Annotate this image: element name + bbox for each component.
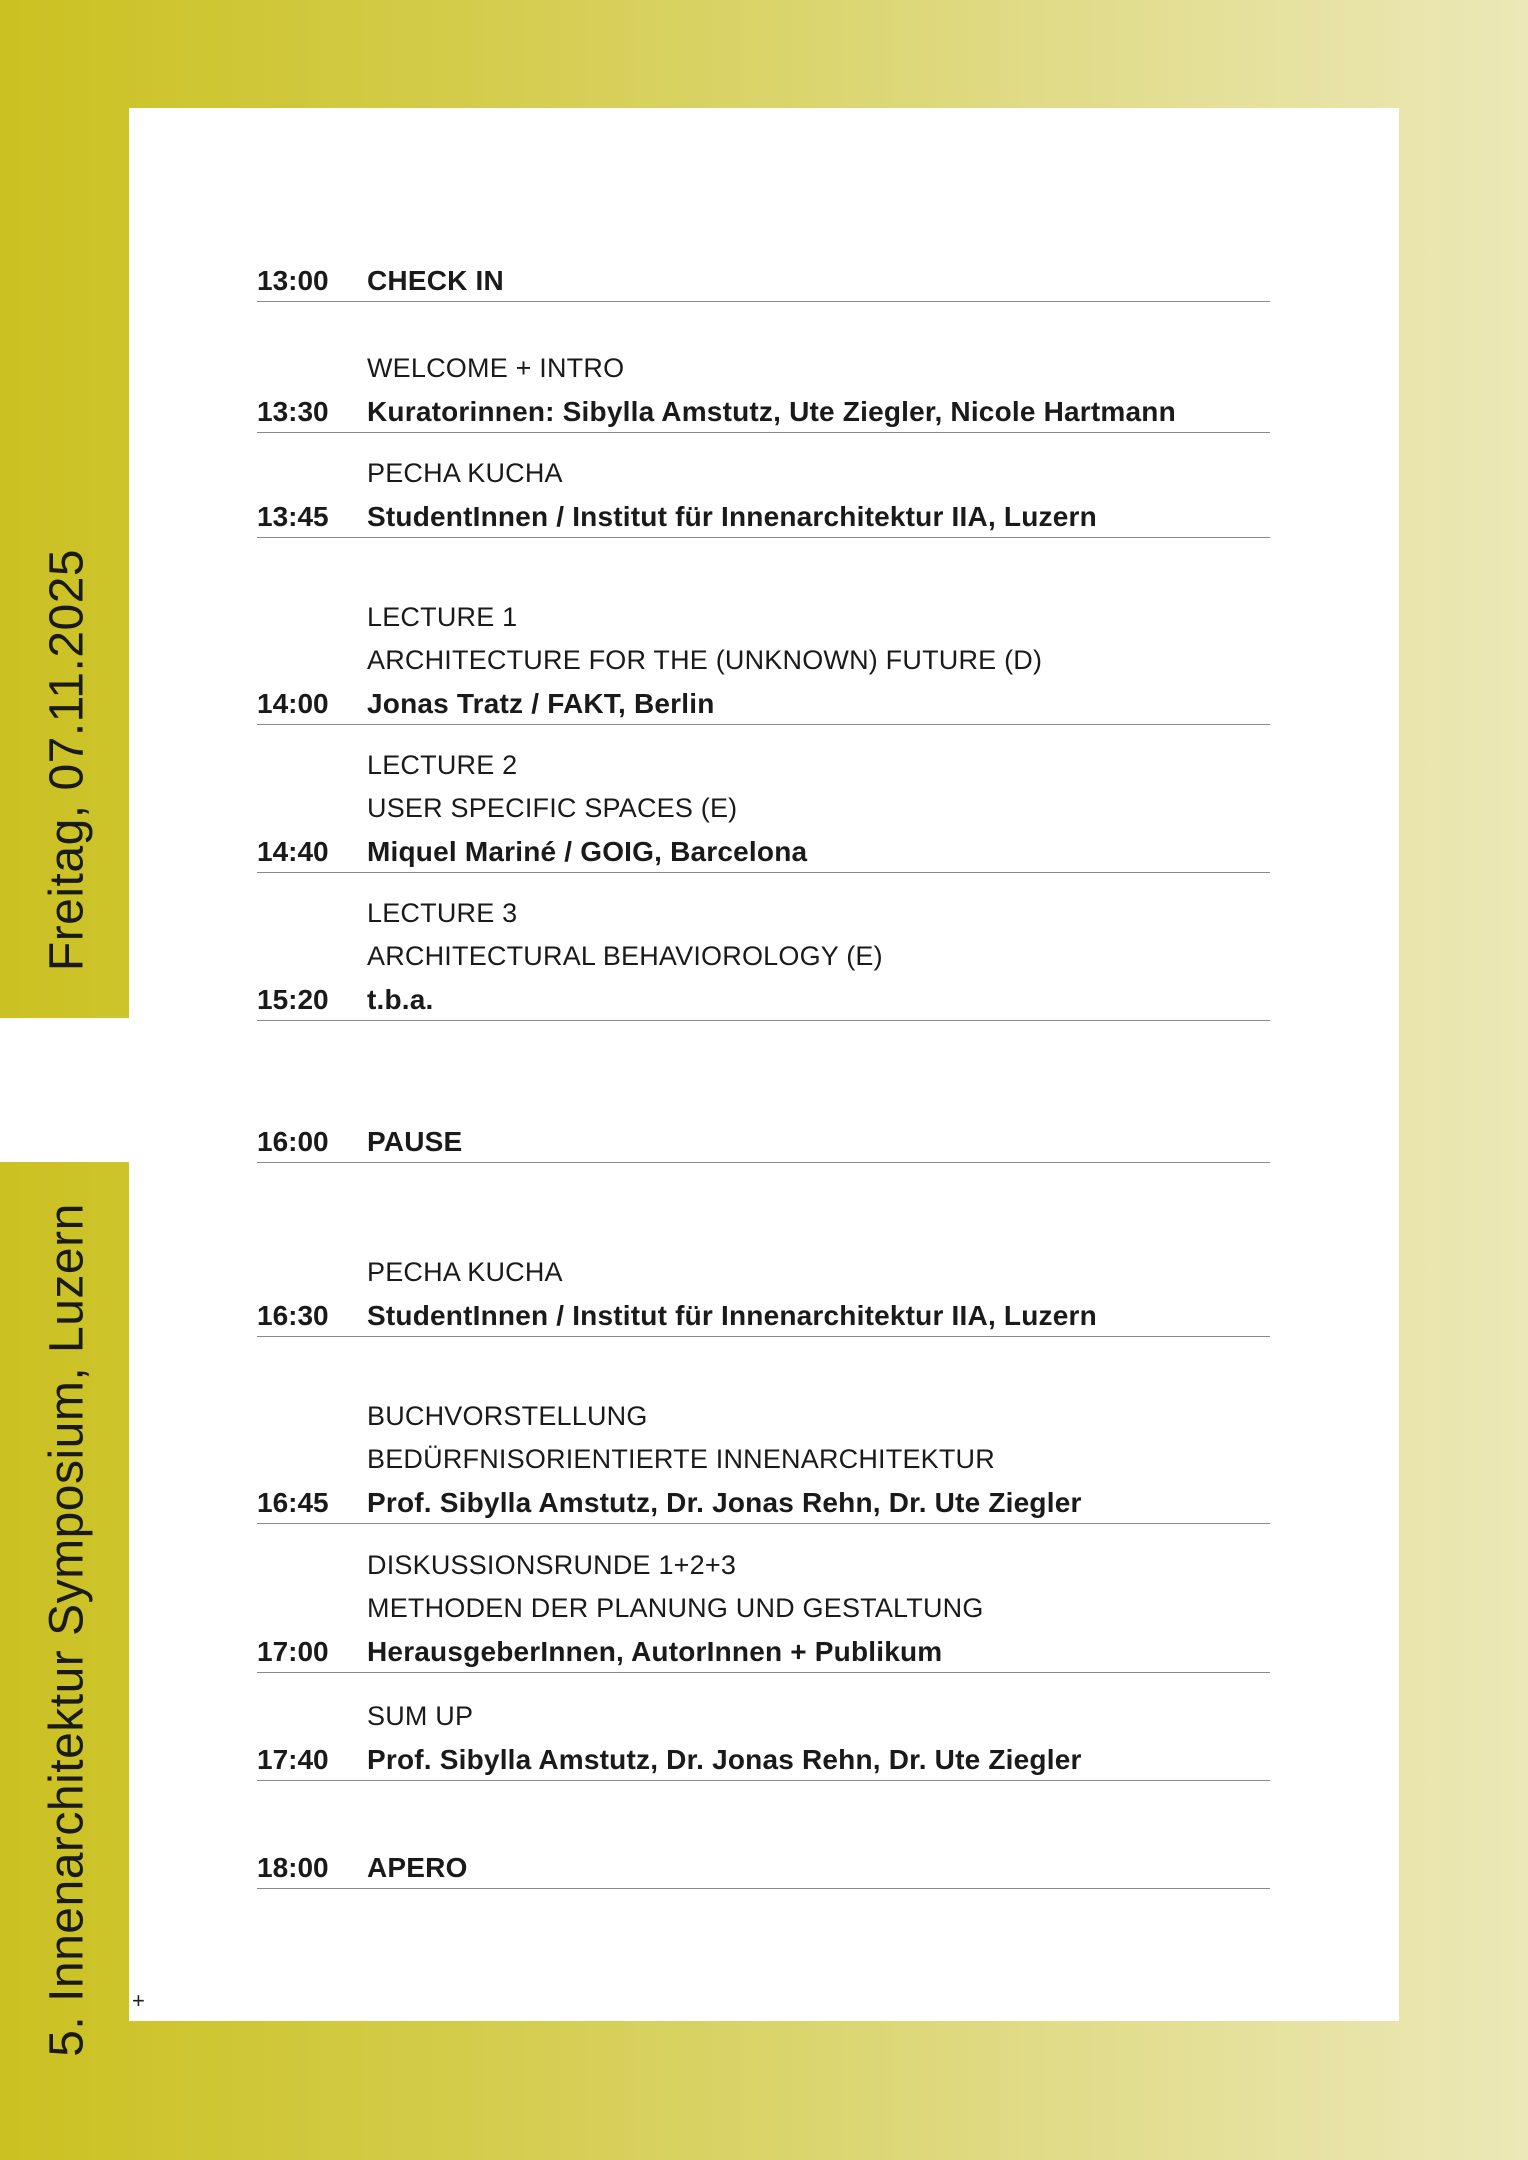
crop-mark: +: [132, 1988, 145, 2013]
row-content: [367, 460, 1270, 531]
row-time: 18:00: [257, 1852, 329, 1883]
schedule-row: [257, 749, 1270, 873]
row-main: APERO: [367, 1852, 468, 1883]
row-subtitle: SUM UP: [367, 1701, 474, 1731]
row-main: Miquel Mariné / GOIG, Barcelona: [367, 836, 808, 867]
row-content: [367, 1854, 1270, 1882]
schedule-row: [257, 1551, 1270, 1673]
row-subtitle: BEDÜRFNISORIENTIERTE INNENARCHITEKTUR: [367, 1444, 995, 1474]
row-main: Prof. Sibylla Amstutz, Dr. Jonas Rehn, Dr. Ute Ziegler: [367, 1487, 1082, 1518]
row-subtitle: LECTURE 1: [367, 602, 518, 632]
row-subtitle: WELCOME + INTRO: [367, 353, 625, 383]
schedule-row: [257, 1120, 1270, 1163]
row-time: 16:45: [257, 1487, 329, 1518]
margin-gap: [0, 1018, 129, 1162]
row-content: [367, 355, 1270, 426]
row-subtitle: PECHA KUCHA: [367, 1257, 563, 1287]
row-time: 14:00: [257, 688, 329, 719]
row-subtitle: PECHA KUCHA: [367, 458, 563, 488]
row-subtitle: USER SPECIFIC SPACES (E): [367, 793, 738, 823]
row-subtitle: METHODEN DER PLANUNG UND GESTALTUNG: [367, 1593, 984, 1623]
row-time: 13:00: [257, 265, 329, 296]
row-main: Kuratorinnen: Sibylla Amstutz, Ute Ziegler, Nicole Hartmann: [367, 396, 1176, 427]
row-main: HerausgeberInnen, AutorInnen + Publikum: [367, 1636, 943, 1667]
row-subtitle: ARCHITECTURE FOR THE (UNKNOWN) FUTURE (D): [367, 645, 1043, 675]
row-main: PAUSE: [367, 1126, 463, 1157]
row-time: 17:00: [257, 1636, 329, 1667]
side-event-title: 5. Innenarchitektur Symposium, Luzern: [40, 1203, 94, 2057]
schedule-row: [257, 1848, 1270, 1889]
side-date-label: Freitag, 07.11.2025: [40, 548, 94, 972]
row-main: CHECK IN: [367, 265, 504, 296]
row-subtitle: ARCHITECTURAL BEHAVIOROLOGY (E): [367, 941, 883, 971]
schedule-row: [257, 1702, 1270, 1781]
row-content: [367, 900, 1270, 1014]
row-content: [367, 604, 1270, 718]
row-main: StudentInnen / Institut für Innenarchitektur IIA, Luzern: [367, 1300, 1097, 1331]
row-content: [367, 267, 1270, 295]
row-content: [367, 1128, 1270, 1156]
schedule-row: [257, 897, 1270, 1021]
row-subtitle: DISKUSSIONSRUNDE 1+2+3: [367, 1550, 737, 1580]
row-time: 13:30: [257, 396, 329, 427]
schedule-row: [257, 1398, 1270, 1524]
row-main: t.b.a.: [367, 984, 434, 1015]
row-content: [367, 1703, 1270, 1774]
row-content: [367, 752, 1270, 866]
row-main: StudentInnen / Institut für Innenarchitektur IIA, Luzern: [367, 501, 1097, 532]
schedule-row: [257, 260, 1270, 302]
schedule-row: [257, 459, 1270, 538]
row-subtitle: LECTURE 3: [367, 898, 518, 928]
row-main: Prof. Sibylla Amstutz, Dr. Jonas Rehn, Dr. Ute Ziegler: [367, 1744, 1082, 1775]
row-content: [367, 1552, 1270, 1666]
schedule-row: [257, 596, 1270, 725]
row-time: 14:40: [257, 836, 329, 867]
row-subtitle: LECTURE 2: [367, 750, 518, 780]
row-subtitle: BUCHVORSTELLUNG: [367, 1401, 648, 1431]
row-time: 16:00: [257, 1126, 329, 1157]
schedule-row: [257, 350, 1270, 433]
row-time: 13:45: [257, 501, 329, 532]
row-main: Jonas Tratz / FAKT, Berlin: [367, 688, 715, 719]
row-time: 15:20: [257, 984, 329, 1015]
row-time: 17:40: [257, 1744, 329, 1775]
row-time: 16:30: [257, 1300, 329, 1331]
row-content: [367, 1403, 1270, 1517]
schedule-row: [257, 1254, 1270, 1337]
row-content: [367, 1259, 1270, 1330]
